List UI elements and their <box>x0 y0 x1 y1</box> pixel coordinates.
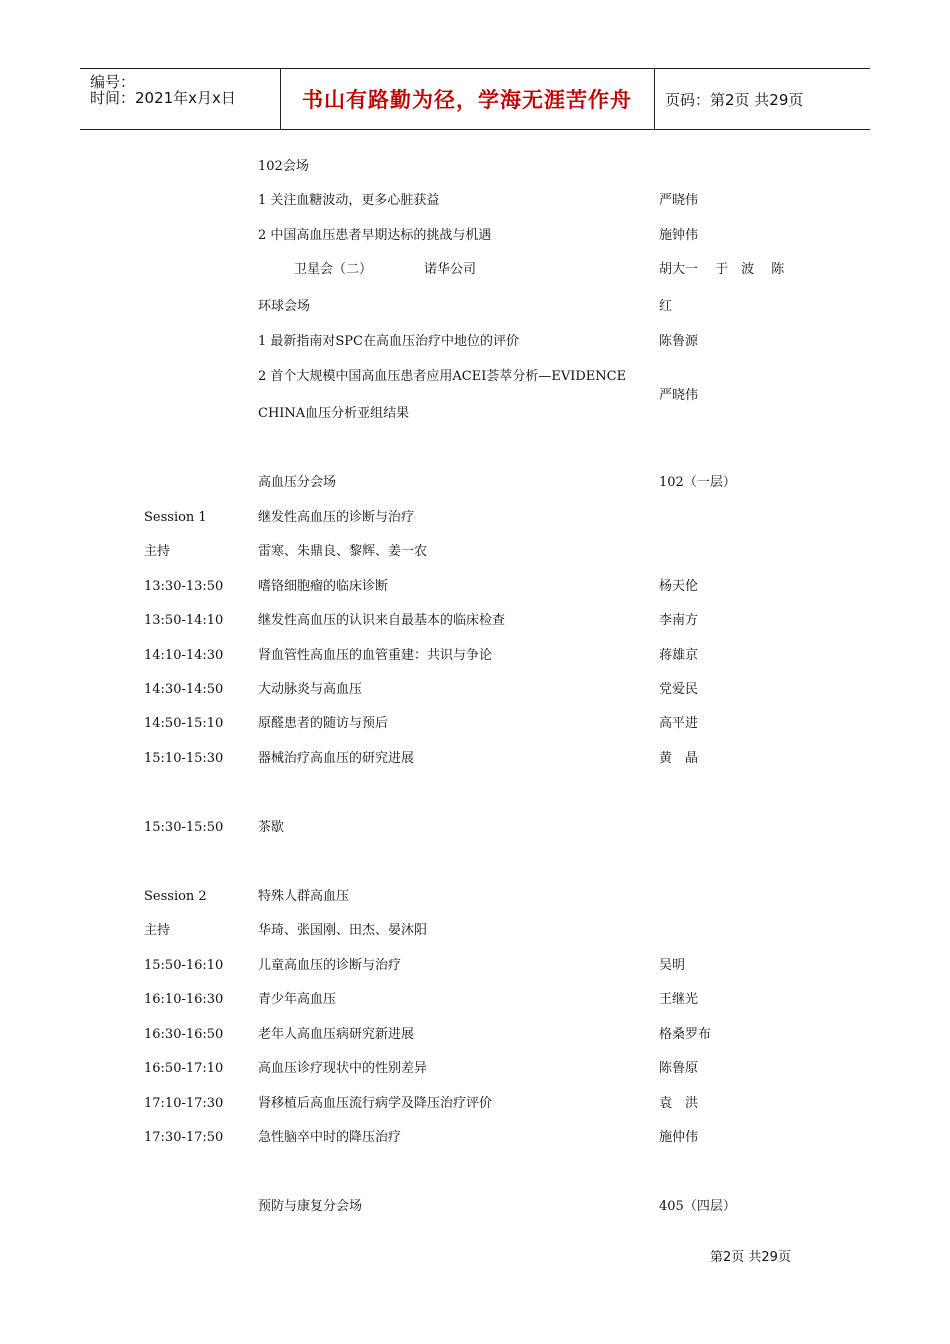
schedule-speaker: 吴明 <box>659 958 686 973</box>
schedule-row <box>0 507 950 529</box>
schedule-title: 继发性高血压的诊断与治疗 <box>258 510 415 525</box>
header-motto-cell <box>280 69 655 129</box>
schedule-row <box>0 645 950 667</box>
schedule-time: 主持 <box>144 544 171 559</box>
schedule-row <box>0 989 950 1011</box>
doc-date-label: 时间：2021年x月x日 <box>90 89 236 107</box>
schedule-speaker: 严晓伟 <box>659 193 699 208</box>
schedule-row <box>0 955 950 977</box>
schedule-title: 急性脑卒中时的降压治疗 <box>258 1130 402 1145</box>
schedule-speaker: 格桑罗布 <box>659 1027 712 1042</box>
schedule-speaker: 陈鲁源 <box>659 334 699 349</box>
schedule-row <box>0 541 950 563</box>
satellite-session-company: 诺华公司 <box>424 262 477 277</box>
schedule-title: 茶歇 <box>258 820 285 835</box>
schedule-title: 肾血管性高血压的血管重建：共识与争论 <box>258 648 493 663</box>
schedule-speaker: 405（四层） <box>659 1199 736 1214</box>
schedule-time: 14:50-15:10 <box>144 716 224 731</box>
schedule-title: 青少年高血压 <box>258 992 337 1007</box>
schedule-row <box>0 1196 950 1218</box>
schedule-title: 大动脉炎与高血压 <box>258 682 363 697</box>
schedule-speaker: 黄 晶 <box>659 751 699 766</box>
schedule-row <box>0 472 950 494</box>
schedule-row <box>0 920 950 942</box>
schedule-time: Session 2 <box>144 889 207 904</box>
schedule-row <box>0 156 950 178</box>
schedule-speaker: 王继光 <box>659 992 699 1007</box>
schedule-title: 儿童高血压的诊断与治疗 <box>258 958 402 973</box>
schedule-row <box>0 713 950 735</box>
schedule-row <box>0 403 950 425</box>
schedule-speaker: 党爱民 <box>659 682 699 697</box>
schedule-time: 16:50-17:10 <box>144 1061 224 1076</box>
schedule-row <box>0 1093 950 1115</box>
schedule-speaker: 胡大一 于 波 陈 <box>659 262 785 277</box>
header-meta-cell <box>80 69 281 129</box>
schedule-time: 17:10-17:30 <box>144 1096 224 1111</box>
schedule-title: 华琦、张国刚、田杰、晏沐阳 <box>258 923 428 938</box>
schedule-time: 15:50-16:10 <box>144 958 224 973</box>
schedule-speaker: 袁 洪 <box>659 1096 699 1111</box>
schedule-row <box>0 817 950 839</box>
schedule-row <box>0 576 950 598</box>
schedule-title: 嗜铬细胞瘤的临床诊断 <box>258 579 389 594</box>
satellite-session-name: 卫星会（二） <box>294 262 373 277</box>
schedule-row <box>0 886 950 908</box>
doc-code-label: 编号： <box>90 73 136 91</box>
header-page-info: 页码：第2页 共29页 <box>665 90 804 109</box>
schedule-title: 肾移植后高血压流行病学及降压治疗评价 <box>258 1096 493 1111</box>
schedule-row <box>0 190 950 212</box>
schedule-title: 环球会场 <box>258 299 311 314</box>
page-footer: 第2页 共29页 <box>710 1250 791 1265</box>
schedule-title: 器械治疗高血压的研究进展 <box>258 751 415 766</box>
schedule-title: 2 中国高血压患者早期达标的挑战与机遇 <box>258 228 492 243</box>
schedule-title: 1 最新指南对SPC在高血压治疗中地位的评价 <box>258 334 520 349</box>
schedule-title: 高血压分会场 <box>258 475 337 490</box>
schedule-row <box>0 331 950 353</box>
schedule-title: 继发性高血压的认识来自最基本的临床检查 <box>258 613 506 628</box>
schedule-title: 原醛患者的随访与预后 <box>258 716 389 731</box>
schedule-time: 14:10-14:30 <box>144 648 224 663</box>
schedule-row <box>0 1127 950 1149</box>
schedule-time: 16:10-16:30 <box>144 992 224 1007</box>
schedule-speaker: 严晓伟 <box>659 388 699 403</box>
schedule-time: 17:30-17:50 <box>144 1130 224 1145</box>
schedule-row <box>0 610 950 632</box>
schedule-row <box>0 748 950 770</box>
schedule-title: 老年人高血压病研究新进展 <box>258 1027 415 1042</box>
header-motto: 书山有路勤为径，学海无涯苦作舟 <box>302 88 632 112</box>
schedule-title: 102会场 <box>258 159 309 174</box>
schedule-title: 雷寒、朱鼎良、黎辉、姜一农 <box>258 544 428 559</box>
schedule-speaker: 杨天伦 <box>659 579 699 594</box>
schedule-speaker: 施钟伟 <box>659 228 699 243</box>
schedule-title: 特殊人群高血压 <box>258 889 350 904</box>
schedule-speaker: 102（一层） <box>659 475 736 490</box>
page-header <box>80 68 870 130</box>
schedule-title: CHINA血压分析亚组结果 <box>258 406 410 421</box>
schedule-time: Session 1 <box>144 510 207 525</box>
schedule-time: 主持 <box>144 923 171 938</box>
schedule-speaker: 红 <box>659 299 673 314</box>
schedule-speaker: 陈鲁原 <box>659 1061 699 1076</box>
schedule-time: 13:50-14:10 <box>144 613 224 628</box>
schedule-row <box>0 1058 950 1080</box>
schedule-speaker: 高平进 <box>659 716 699 731</box>
schedule-row <box>0 1024 950 1046</box>
schedule-time: 14:30-14:50 <box>144 682 224 697</box>
schedule-speaker: 李南方 <box>659 613 699 628</box>
schedule-speaker: 蒋雄京 <box>659 648 699 663</box>
schedule-row <box>0 679 950 701</box>
schedule-speaker: 施仲伟 <box>659 1130 699 1145</box>
schedule-title: 2 首个大规模中国高血压患者应用ACEI荟萃分析—EVIDENCE <box>258 369 627 384</box>
header-page-cell <box>655 69 870 129</box>
schedule-title: 预防与康复分会场 <box>258 1199 363 1214</box>
schedule-time: 15:10-15:30 <box>144 751 224 766</box>
schedule-time: 15:30-15:50 <box>144 820 224 835</box>
schedule-title: 高血压诊疗现状中的性别差异 <box>258 1061 428 1076</box>
schedule-time: 13:30-13:50 <box>144 579 224 594</box>
schedule-row <box>0 225 950 247</box>
schedule-title: 1 关注血糖波动，更多心脏获益 <box>258 193 440 208</box>
schedule-row <box>0 259 950 281</box>
schedule-row <box>0 296 950 318</box>
schedule-time: 16:30-16:50 <box>144 1027 224 1042</box>
